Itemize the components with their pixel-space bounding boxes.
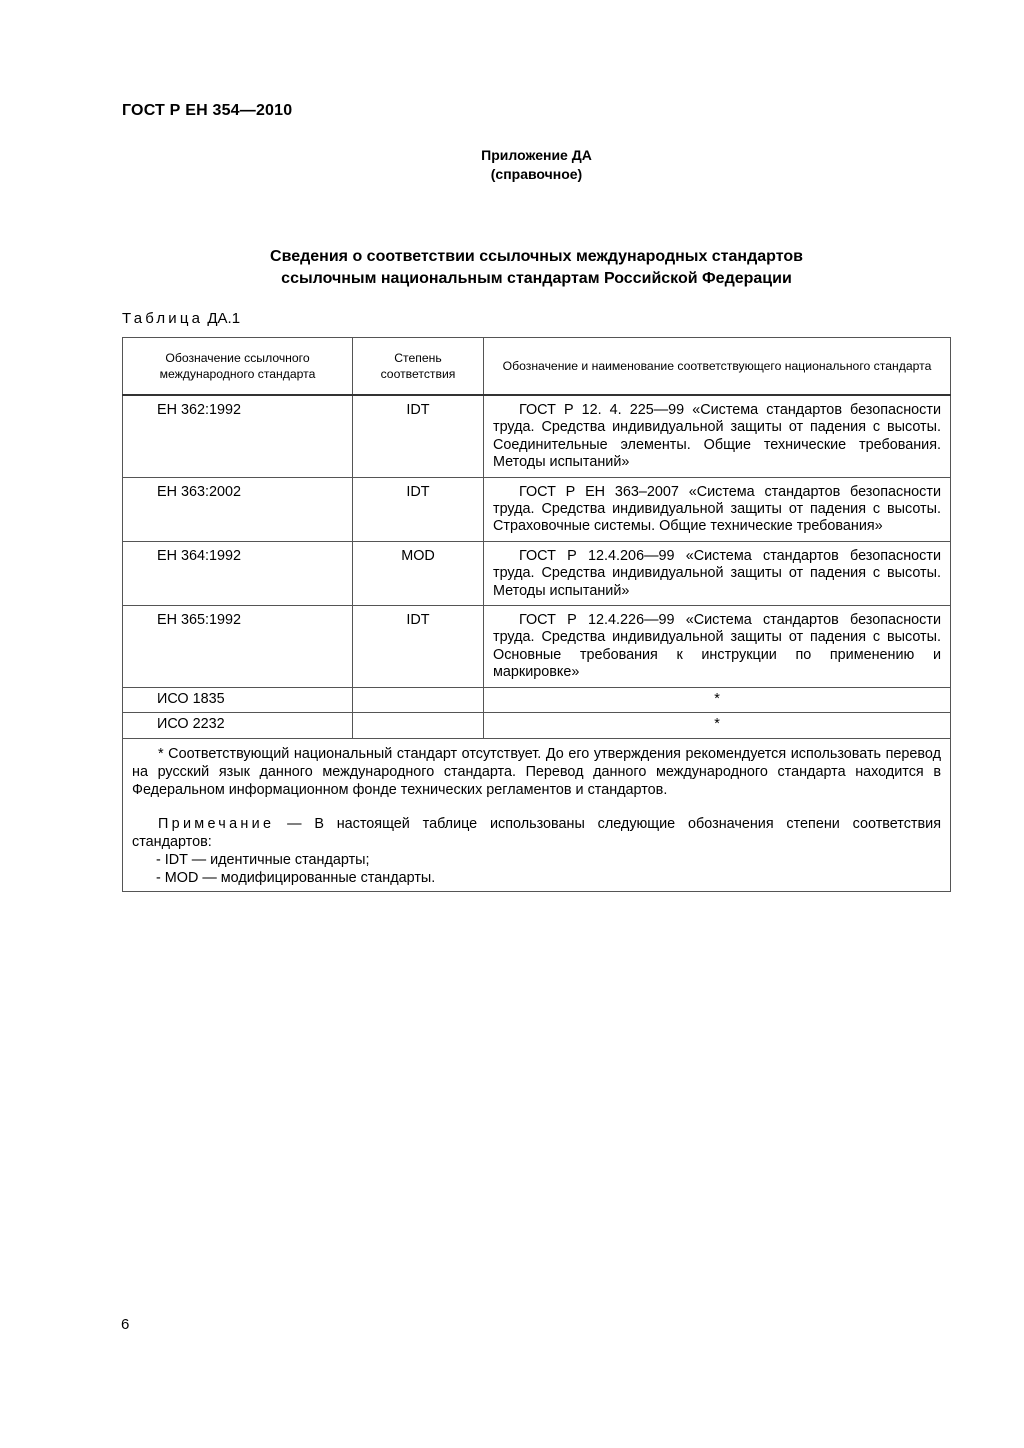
footnote-text: * Соответствующий национальный стандарт отсутствует. До его утверждения рекомендуется использовать перевод на русский язык данного международного стандарта. Перевод данного международного стандарта находится в Федеральном информационном фонде технических регламентов и стандартов. — [132, 745, 941, 798]
cell-national-standard — [484, 541, 951, 605]
table-caption — [122, 310, 240, 327]
appendix-subtitle: (справочное) — [490, 166, 583, 182]
cell-national-standard-absent: * — [484, 687, 951, 712]
section-title-line-1: Сведения о соответствии ссылочных международных стандартов — [270, 248, 803, 265]
correspondence-table — [122, 337, 951, 892]
table-row — [123, 606, 951, 688]
note-label: Примечание — [158, 815, 275, 832]
cell-national-standard-absent: * — [484, 713, 951, 738]
note-text: — В настоящей таблице использованы следующие обозначения степени соответствия стандартов: — [132, 815, 941, 850]
cell-national-standard — [484, 395, 951, 477]
header-national-standard: Обозначение и наименование соответствующего национального стандарта — [484, 338, 951, 396]
document-designation: ГОСТ Р ЕН 354—2010 — [122, 102, 293, 119]
cell-degree: IDT — [353, 395, 484, 477]
national-standard-text: ГОСТ Р 12. 4. 225—99 «Система стандартов безопасности труда. Средства индивидуальной защиты от падения с высоты. Соединительные элементы. Общие технические требования. Методы испытаний» — [493, 402, 941, 471]
appendix-heading — [0, 146, 1024, 184]
table-row — [123, 477, 951, 541]
cell-international-standard: ИСО 2232 — [123, 713, 353, 738]
cell-international-standard: ЕН 363:2002 — [123, 477, 353, 541]
table-row — [123, 541, 951, 605]
table-caption-word: Таблица — [122, 310, 204, 327]
table-row — [123, 395, 951, 477]
page-number: 6 — [121, 1316, 130, 1333]
note-block — [132, 815, 941, 887]
national-standard-text: ГОСТ Р 12.4.226—99 «Система стандартов безопасности труда. Средства индивидуальной защиты от падения с высоты. Основные требования к инструкции по применению и маркировке» — [493, 612, 941, 681]
cell-international-standard: ИСО 1835 — [123, 687, 353, 712]
table-row — [123, 713, 951, 738]
table-footnote-row — [123, 738, 951, 891]
table-header-row — [123, 338, 951, 396]
header-degree-of-correspondence: Степень соответствия — [353, 338, 484, 396]
cell-international-standard: ЕН 364:1992 — [123, 541, 353, 605]
cell-degree — [353, 713, 484, 738]
table-row — [123, 687, 951, 712]
cell-international-standard: ЕН 362:1992 — [123, 395, 353, 477]
section-title — [0, 246, 1024, 290]
cell-international-standard: ЕН 365:1992 — [123, 606, 353, 688]
note-item-mod: - MOD — модифицированные стандарты. — [156, 869, 436, 886]
cell-degree: IDT — [353, 477, 484, 541]
header-international-standard: Обозначение ссылочного международного стандарта — [123, 338, 353, 396]
national-standard-text: ГОСТ Р 12.4.206—99 «Система стандартов безопасности труда. Средства индивидуальной защиты от падения с высоты. Методы испытаний» — [493, 547, 941, 599]
national-standard-text: ГОСТ Р ЕН 363–2007 «Система стандартов безопасности труда. Средства индивидуальной защиты от падения с высоты. Страховочные системы. Общие технические требования» — [493, 483, 941, 535]
appendix-title: Приложение ДА — [481, 147, 592, 163]
cell-degree: IDT — [353, 606, 484, 688]
note-heading — [132, 815, 941, 851]
table-footnote-cell — [123, 738, 951, 891]
section-title-line-2: ссылочным национальным стандартам Российской Федерации — [281, 270, 792, 287]
table-caption-id: ДА.1 — [207, 310, 241, 327]
cell-degree — [353, 687, 484, 712]
cell-national-standard — [484, 606, 951, 688]
cell-degree: MOD — [353, 541, 484, 605]
note-item-idt: - IDT — идентичные стандарты; — [156, 851, 370, 868]
cell-national-standard — [484, 477, 951, 541]
